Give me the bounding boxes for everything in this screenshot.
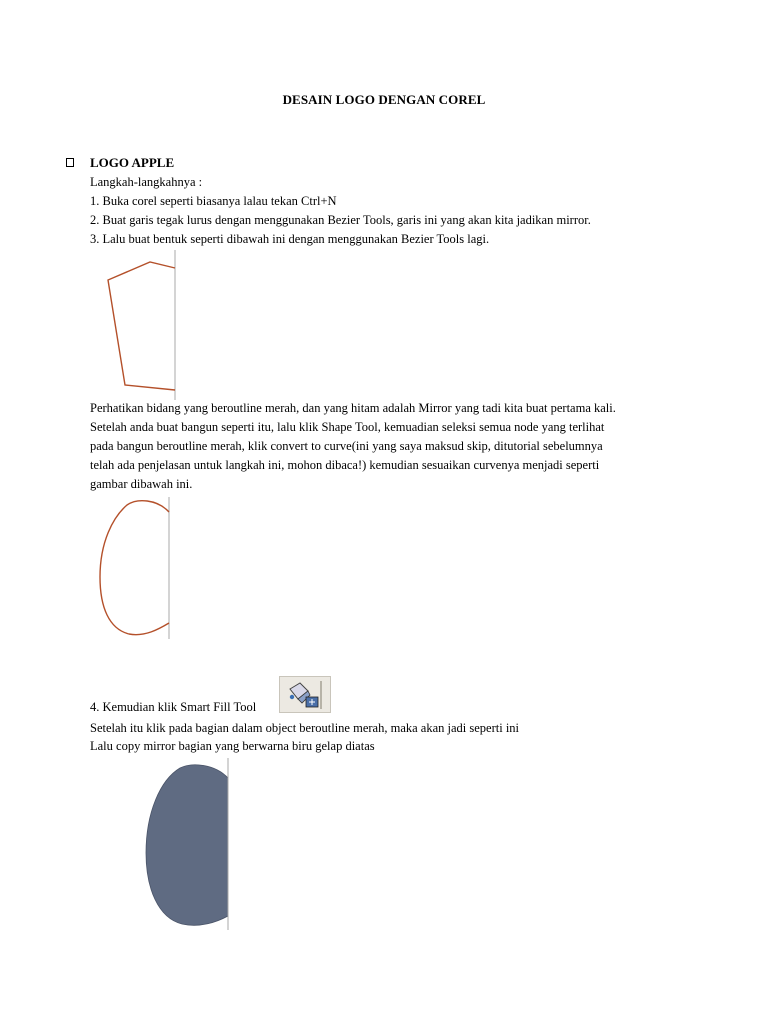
smart-fill-tool-icon xyxy=(279,676,331,713)
bullet-icon xyxy=(66,158,74,167)
blue-filled-shape xyxy=(146,765,228,925)
red-outline xyxy=(108,262,175,390)
after-line-1: Setelah itu klik pada bagian dalam object beroutline merah, maka akan jadi seperti ini xyxy=(90,721,520,735)
paragraph-line-4: telah ada penjelasan untuk langkah ini, mohon dibaca!) kemudian sesuaikan curvenya menjadi seperti xyxy=(90,458,600,472)
after-line-2: Lalu copy mirror bagian yang berwarna biru gelap diatas xyxy=(90,739,375,753)
figure-bezier-outline xyxy=(100,250,190,400)
step-3: 3. Lalu buat bentuk seperti dibawah ini dengan menggunakan Bezier Tools lagi. xyxy=(90,232,490,246)
red-curve-outline xyxy=(100,501,169,635)
intro-text: Langkah-langkahnya : xyxy=(90,175,203,189)
step-2: 2. Buat garis tegak lurus dengan menggunakan Bezier Tools, garis ini yang akan kita jadikan mirror. xyxy=(90,213,591,227)
paragraph-line-2: Setelah anda buat bangun seperti itu, lalu klik Shape Tool, kemuadian seleksi semua node yang terlihat xyxy=(90,420,605,434)
paragraph-line-5: gambar dibawah ini. xyxy=(90,477,193,491)
figure-filled-shape xyxy=(140,758,250,933)
step-1: 1. Buka corel seperti biasanya lalau tekan Ctrl+N xyxy=(90,194,337,208)
paragraph-line-1: Perhatikan bidang yang beroutline merah, dan yang hitam adalah Mirror yang tadi kita buat pertama kali. xyxy=(90,401,616,415)
section-heading: LOGO APPLE xyxy=(90,155,175,170)
paragraph-line-3: pada bangun beroutline merah, klik convert to curve(ini yang saya maksud skip, ditutorial sebelumnya xyxy=(90,439,603,453)
page-title: DESAIN LOGO DENGAN COREL xyxy=(282,92,486,107)
step-4: 4. Kemudian klik Smart Fill Tool xyxy=(90,700,257,714)
figure-curved-outline xyxy=(95,497,185,642)
